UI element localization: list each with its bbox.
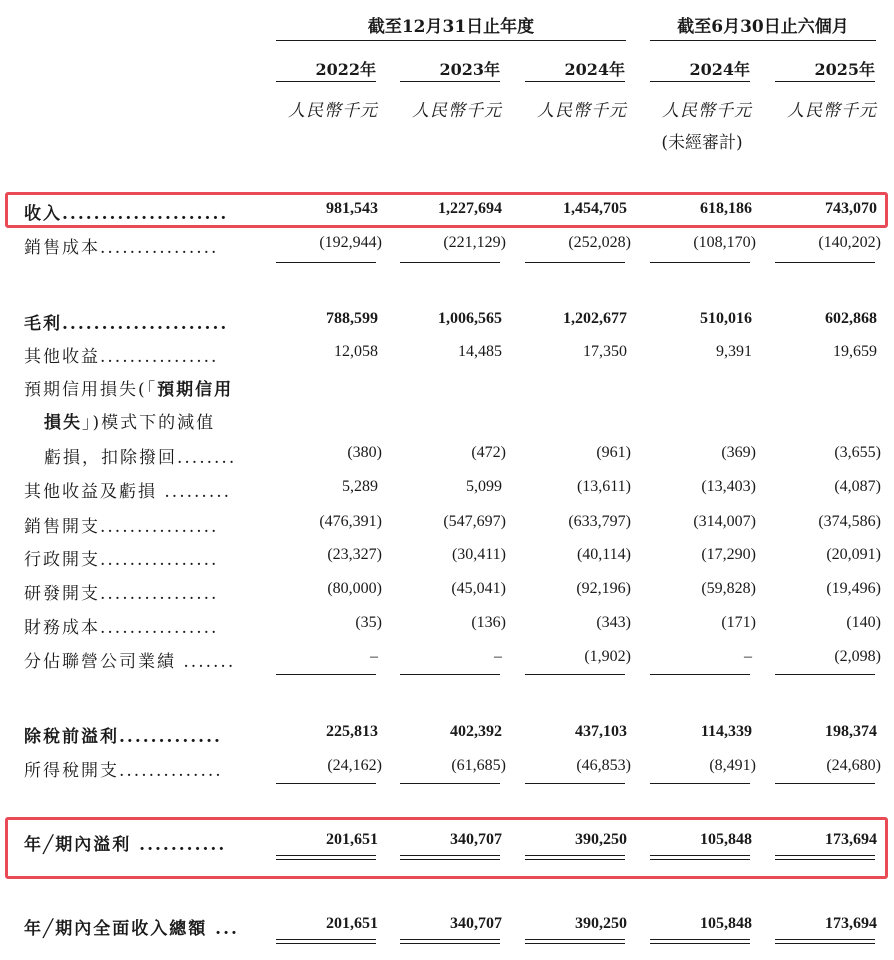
value-cell: 105,848 [700,831,752,848]
value-cell: (343) [596,614,631,631]
value-cell: 390,250 [575,831,627,848]
subtotal-rule [400,783,500,784]
value-cell: (19,496) [826,580,881,597]
value-cell: (24,162) [327,757,382,774]
row-label-ecl-line2 [44,408,215,433]
value-cell: (24,680) [826,757,881,774]
year-rule-2024-interim [650,81,750,82]
interim-period-header: 截至6月30日止六個月 [677,17,849,37]
year-header-2025-interim: 2025年 [814,60,875,79]
value-cell: 173,694 [825,915,877,932]
value-cell: 602,868 [825,310,877,327]
value-cell: – [494,648,502,665]
row-label-ecl-line1 [24,375,233,400]
value-cell: (192,944) [319,234,382,251]
unaudited-note: (未經審計) [661,133,743,153]
value-cell: (17,290) [701,546,756,563]
value-cell: 105,848 [700,915,752,932]
value-cell: (45,041) [451,580,506,597]
year-header-2023: 2023年 [439,60,500,79]
unit-label: 人民幣千元 [288,101,378,121]
total-double-rule [276,855,376,860]
value-cell: (13,611) [576,478,631,495]
value-cell: (374,586) [818,513,881,530]
row-label-income-tax: 所得稅開支.............. [24,761,223,781]
value-cell: 12,058 [334,343,378,360]
value-cell: (2,098) [834,648,881,665]
subtotal-rule [775,262,875,263]
value-cell: (23,327) [327,546,382,563]
value-cell: 173,694 [825,831,877,848]
value-cell: (20,091) [826,546,881,563]
subtotal-rule [400,262,500,263]
row-label-profit-before-tax: 除稅前溢利............. [24,727,222,747]
value-cell: 510,016 [700,310,752,327]
value-cell: 743,070 [825,200,877,217]
value-cell: (221,129) [443,234,506,251]
value-cell: (961) [596,444,631,461]
value-cell: (633,797) [568,513,631,530]
subtotal-rule [525,783,625,784]
annual-header-rule [276,40,626,41]
value-cell: 17,350 [583,343,627,360]
subtotal-rule [276,262,376,263]
value-cell: 340,707 [450,831,502,848]
value-cell: 9,391 [716,343,752,360]
row-label-gross-profit: 毛利..................... [24,314,229,334]
row-label-profit-for-period: 年╱期內溢利 ........... [24,835,227,855]
value-cell: 225,813 [326,723,378,740]
row-label-other-income: 其他收益................ [24,347,219,367]
ecl-line1-part: 預期信用損失(「 [24,380,158,400]
row-label-cost-of-sales: 銷售成本................ [24,238,219,258]
total-double-rule [400,939,500,944]
subtotal-rule [276,674,376,675]
value-cell: (369) [721,444,756,461]
value-cell: (472) [471,444,506,461]
value-cell: 201,651 [326,831,378,848]
value-cell: 1,454,705 [563,200,627,217]
total-double-rule [775,855,875,860]
ecl-line2-part: 」)模式下的減值 [82,413,216,433]
row-label-other-gains-losses: 其他收益及虧損 ......... [24,482,232,502]
value-cell: (59,828) [701,580,756,597]
value-cell: (61,685) [451,757,506,774]
unit-label: 人民幣千元 [662,101,752,121]
value-cell: 402,392 [450,723,502,740]
value-cell: 201,651 [326,915,378,932]
value-cell: 390,250 [575,915,627,932]
value-cell: (40,114) [576,546,631,563]
year-rule-2022 [276,81,376,82]
row-label-total-comprehensive-income: 年╱期內全面收入總額 ... [24,919,239,939]
value-cell: (476,391) [319,513,382,530]
annual-period-header: 截至12月31日止年度 [367,17,535,37]
row-label-finance-costs: 財務成本................ [24,618,219,638]
value-cell: 618,186 [700,200,752,217]
value-cell: 5,099 [466,478,502,495]
ecl-defined-term: 損失 [44,413,82,433]
value-cell: – [370,648,378,665]
subtotal-rule [775,783,875,784]
value-cell: 19,659 [833,343,877,360]
total-double-rule [525,939,625,944]
value-cell: (1,902) [584,648,631,665]
subtotal-rule [400,674,500,675]
unit-label: 人民幣千元 [412,101,502,121]
row-label-revenue: 收入..................... [24,204,229,224]
value-cell: (35) [355,614,382,631]
value-cell: 1,227,694 [438,200,502,217]
value-cell: – [744,648,752,665]
subtotal-rule [650,262,750,263]
value-cell: 340,707 [450,915,502,932]
value-cell: (8,491) [709,757,756,774]
ecl-defined-term: 預期信用 [157,380,234,400]
value-cell: 788,599 [326,310,378,327]
total-double-rule [400,855,500,860]
value-cell: (3,655) [834,444,881,461]
value-cell: (13,403) [701,478,756,495]
value-cell: (30,411) [451,546,506,563]
year-rule-2025-interim [775,81,875,82]
subtotal-rule [775,674,875,675]
year-rule-2023 [400,81,500,82]
value-cell: (46,853) [576,757,631,774]
value-cell: 981,543 [326,200,378,217]
year-header-2024: 2024年 [564,60,625,79]
value-cell: (171) [721,614,756,631]
year-header-2024-interim: 2024年 [689,60,750,79]
year-rule-2024 [525,81,625,82]
value-cell: (140,202) [818,234,881,251]
subtotal-rule [276,783,376,784]
row-label-share-of-associates: 分佔聯營公司業績 ....... [24,652,236,672]
total-double-rule [525,855,625,860]
value-cell: 14,485 [458,343,502,360]
value-cell: (140) [846,614,881,631]
value-cell: (136) [471,614,506,631]
subtotal-rule [650,783,750,784]
row-label-rd-expenses: 研發開支................ [24,584,219,604]
total-double-rule [650,939,750,944]
value-cell: (380) [347,444,382,461]
value-cell: 5,289 [342,478,378,495]
value-cell: (80,000) [327,580,382,597]
value-cell: (547,697) [443,513,506,530]
subtotal-rule [525,262,625,263]
unit-label: 人民幣千元 [787,101,877,121]
total-double-rule [775,939,875,944]
subtotal-rule [525,674,625,675]
row-label-ecl-line3: 虧損，扣除撥回........ [44,448,237,468]
value-cell: (108,170) [693,234,756,251]
value-cell: (314,007) [693,513,756,530]
value-cell: 1,006,565 [438,310,502,327]
interim-header-rule [650,40,876,41]
total-double-rule [650,855,750,860]
value-cell: 437,103 [575,723,627,740]
row-label-admin-expenses: 行政開支................ [24,550,219,570]
subtotal-rule [650,674,750,675]
value-cell: 1,202,677 [563,310,627,327]
year-header-2022: 2022年 [315,60,376,79]
value-cell: (4,087) [834,478,881,495]
value-cell: 198,374 [825,723,877,740]
row-label-selling-expenses: 銷售開支................ [24,517,219,537]
value-cell: 114,339 [700,723,752,740]
value-cell: (252,028) [568,234,631,251]
unit-label: 人民幣千元 [537,101,627,121]
total-double-rule [276,939,376,944]
value-cell: (92,196) [576,580,631,597]
